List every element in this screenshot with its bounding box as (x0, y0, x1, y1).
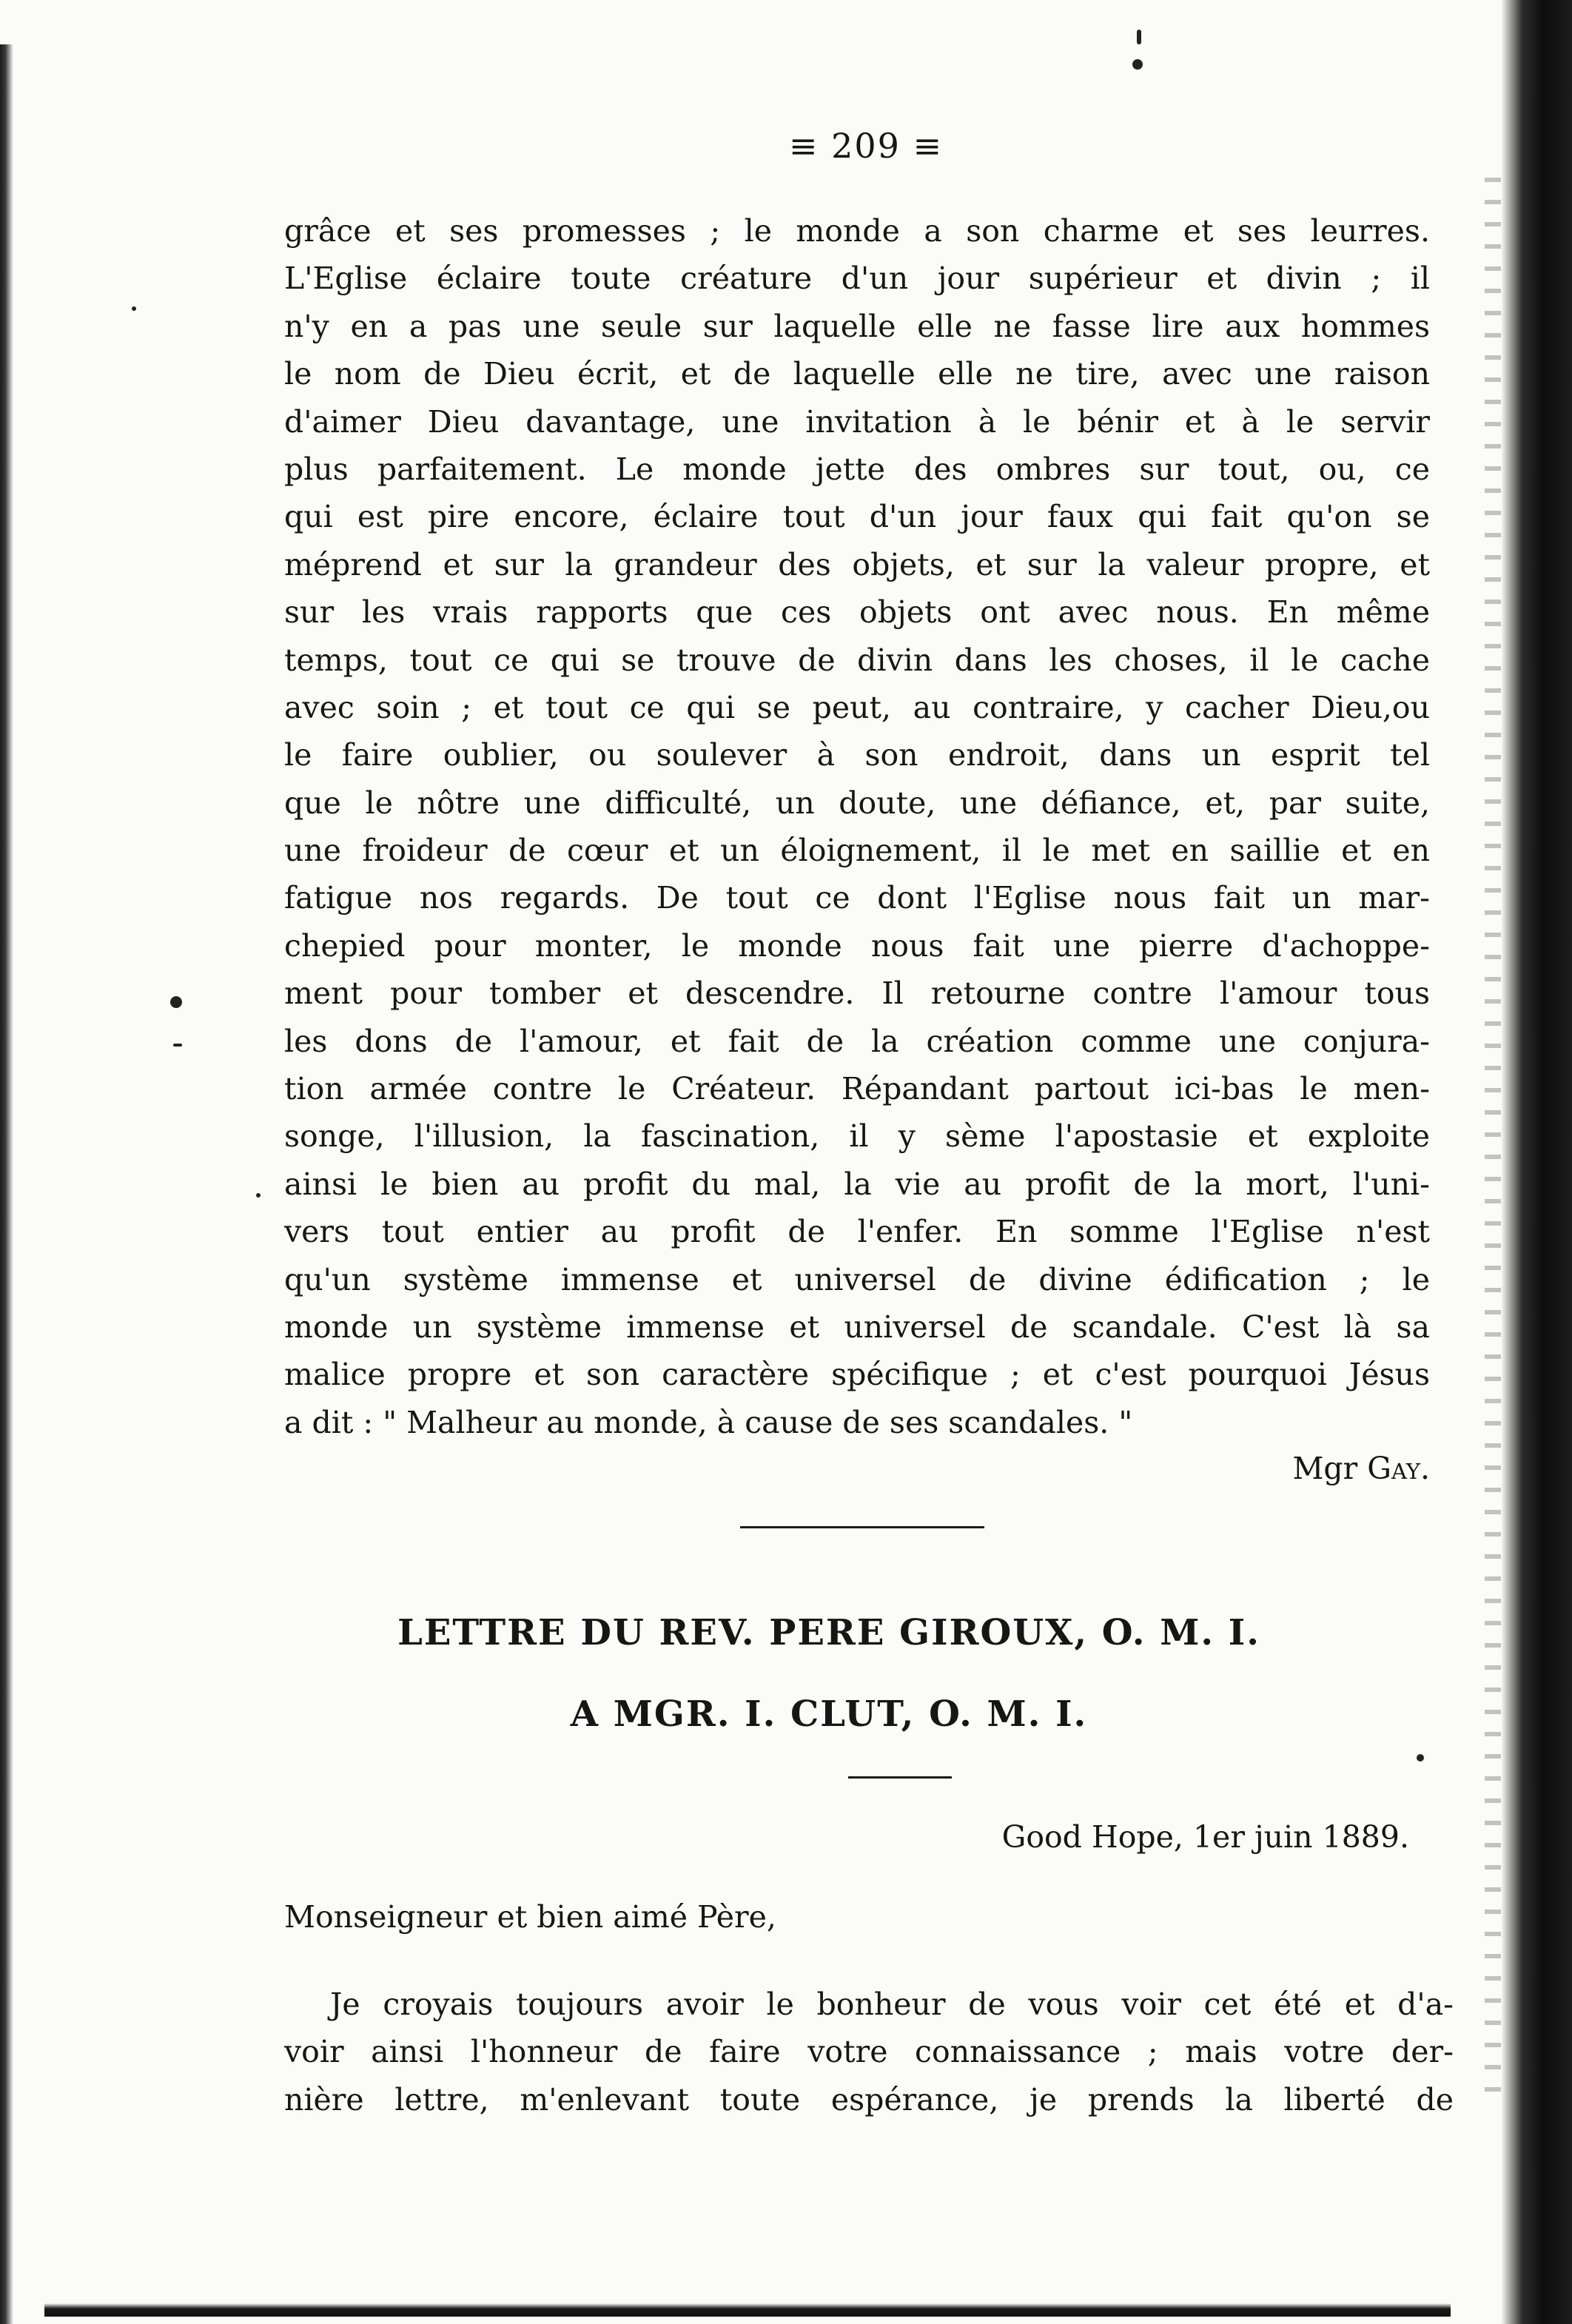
body-line: songe, l'illusion, la fascination, il y sème l'apostasie et exploite (284, 1118, 1430, 1155)
body-line: le nom de Dieu écrit, et de laquelle elle ne tire, avec une raison (284, 356, 1430, 392)
body-line: temps, tout ce qui se trouve de divin dans les choses, il le cache (284, 642, 1430, 678)
article-body (284, 207, 1430, 1446)
scan-edge-noise (1485, 178, 1501, 2102)
body-line: les dons de l'amour, et fait de la création comme une conjura- (284, 1023, 1430, 1059)
letter-title: LETTRE DU REV. PERE GIROUX, O. M. I. (397, 1612, 1260, 1653)
letter-line: voir ainsi l'honneur de faire votre connaissance ; mais votre der- (284, 2034, 1454, 2070)
scan-speck (170, 996, 182, 1008)
letter-line: nière lettre, m'enlevant toute espérance, je prends la liberté de (284, 2081, 1454, 2118)
body-line: chepied pour monter, le monde nous fait une pierre d'achoppe- (284, 927, 1430, 964)
scan-speck (256, 1193, 261, 1198)
letter-salutation: Monseigneur et bien aimé Père, (284, 1899, 776, 1935)
body-line: ainsi le bien au profit du mal, la vie au profit de la mort, l'uni- (284, 1166, 1430, 1202)
body-line: plus parfaitement. Le monde jette des ombres sur tout, ou, ce (284, 451, 1430, 487)
page-number-dash-right: ≡ (900, 126, 944, 166)
body-line: a dit : " Malheur au monde, à cause de ses scandales. " (284, 1404, 1133, 1440)
signature-prefix: Mgr (1292, 1451, 1368, 1486)
section-divider (740, 1526, 984, 1528)
body-line: que le nôtre une difficulté, un doute, une défiance, et, par suite, (284, 785, 1430, 821)
body-line: L'Eglise éclaire toute créature d'un jour supérieur et divin ; il (284, 261, 1430, 297)
body-line: monde un système immense et universel de scandale. C'est là sa (284, 1309, 1430, 1345)
body-line: ment pour tomber et descendre. Il retourne contre l'amour tous (284, 975, 1430, 1012)
body-line: tion armée contre le Créateur. Répandant partout ici-bas le men- (284, 1071, 1430, 1107)
scan-edge-left (0, 44, 13, 2324)
scan-edge-right (1501, 0, 1572, 2324)
body-line: vers tout entier au profit de l'enfer. En somme l'Eglise n'est (284, 1214, 1430, 1250)
body-line: qui est pire encore, éclaire tout d'un jour faux qui fait qu'on se (284, 499, 1430, 535)
scan-speck (173, 1044, 182, 1047)
body-line: grâce et ses promesses ; le monde a son charme et ses leurres. (284, 213, 1430, 249)
body-line: avec soin ; et tout ce qui se peut, au contraire, y cacher Dieu,ou (284, 689, 1430, 725)
body-line: d'aimer Dieu davantage, une invitation à le bénir et à le servir (284, 403, 1430, 440)
signature-name: Gay. (1367, 1451, 1430, 1486)
body-line: sur les vrais rapports que ces objets ont avec nous. En même (284, 594, 1430, 631)
body-line: n'y en a pas une seule sur laquelle elle ne fasse lire aux hommes (284, 308, 1430, 344)
heading-divider (848, 1776, 952, 1779)
signature (1110, 1451, 1430, 1486)
page-number-value: 209 (831, 126, 901, 166)
letter-body (284, 1981, 1454, 2123)
scan-speck (132, 306, 136, 311)
scan-edge-bottom (44, 2303, 1451, 2317)
body-line: une froideur de cœur et un éloignement, il le met en saillie et en (284, 833, 1430, 869)
body-line: fatigue nos regards. De tout ce dont l'Eglise nous fait un mar- (284, 880, 1430, 916)
body-line: méprend et sur la grandeur des objets, et sur la valeur propre, et (284, 546, 1430, 582)
letter-line: Je croyais toujours avoir le bonheur de vous voir cet été et d'a- (330, 1987, 1454, 2022)
letter-dateline: Good Hope, 1er juin 1889. (1001, 1819, 1409, 1855)
letter-recipient: A MGR. I. CLUT, O. M. I. (570, 1693, 1088, 1735)
body-line: qu'un système immense et universel de divine édification ; le (284, 1261, 1430, 1297)
body-line: malice propre et son caractère spécifique ; et c'est pourquoi Jésus (284, 1357, 1430, 1393)
page-number-dash-left: ≡ (788, 126, 832, 166)
scan-speck (1132, 59, 1143, 70)
scan-speck (1137, 30, 1141, 44)
scan-speck (1417, 1754, 1424, 1762)
page-number (770, 126, 962, 166)
body-line: le faire oublier, ou soulever à son endroit, dans un esprit tel (284, 737, 1430, 773)
